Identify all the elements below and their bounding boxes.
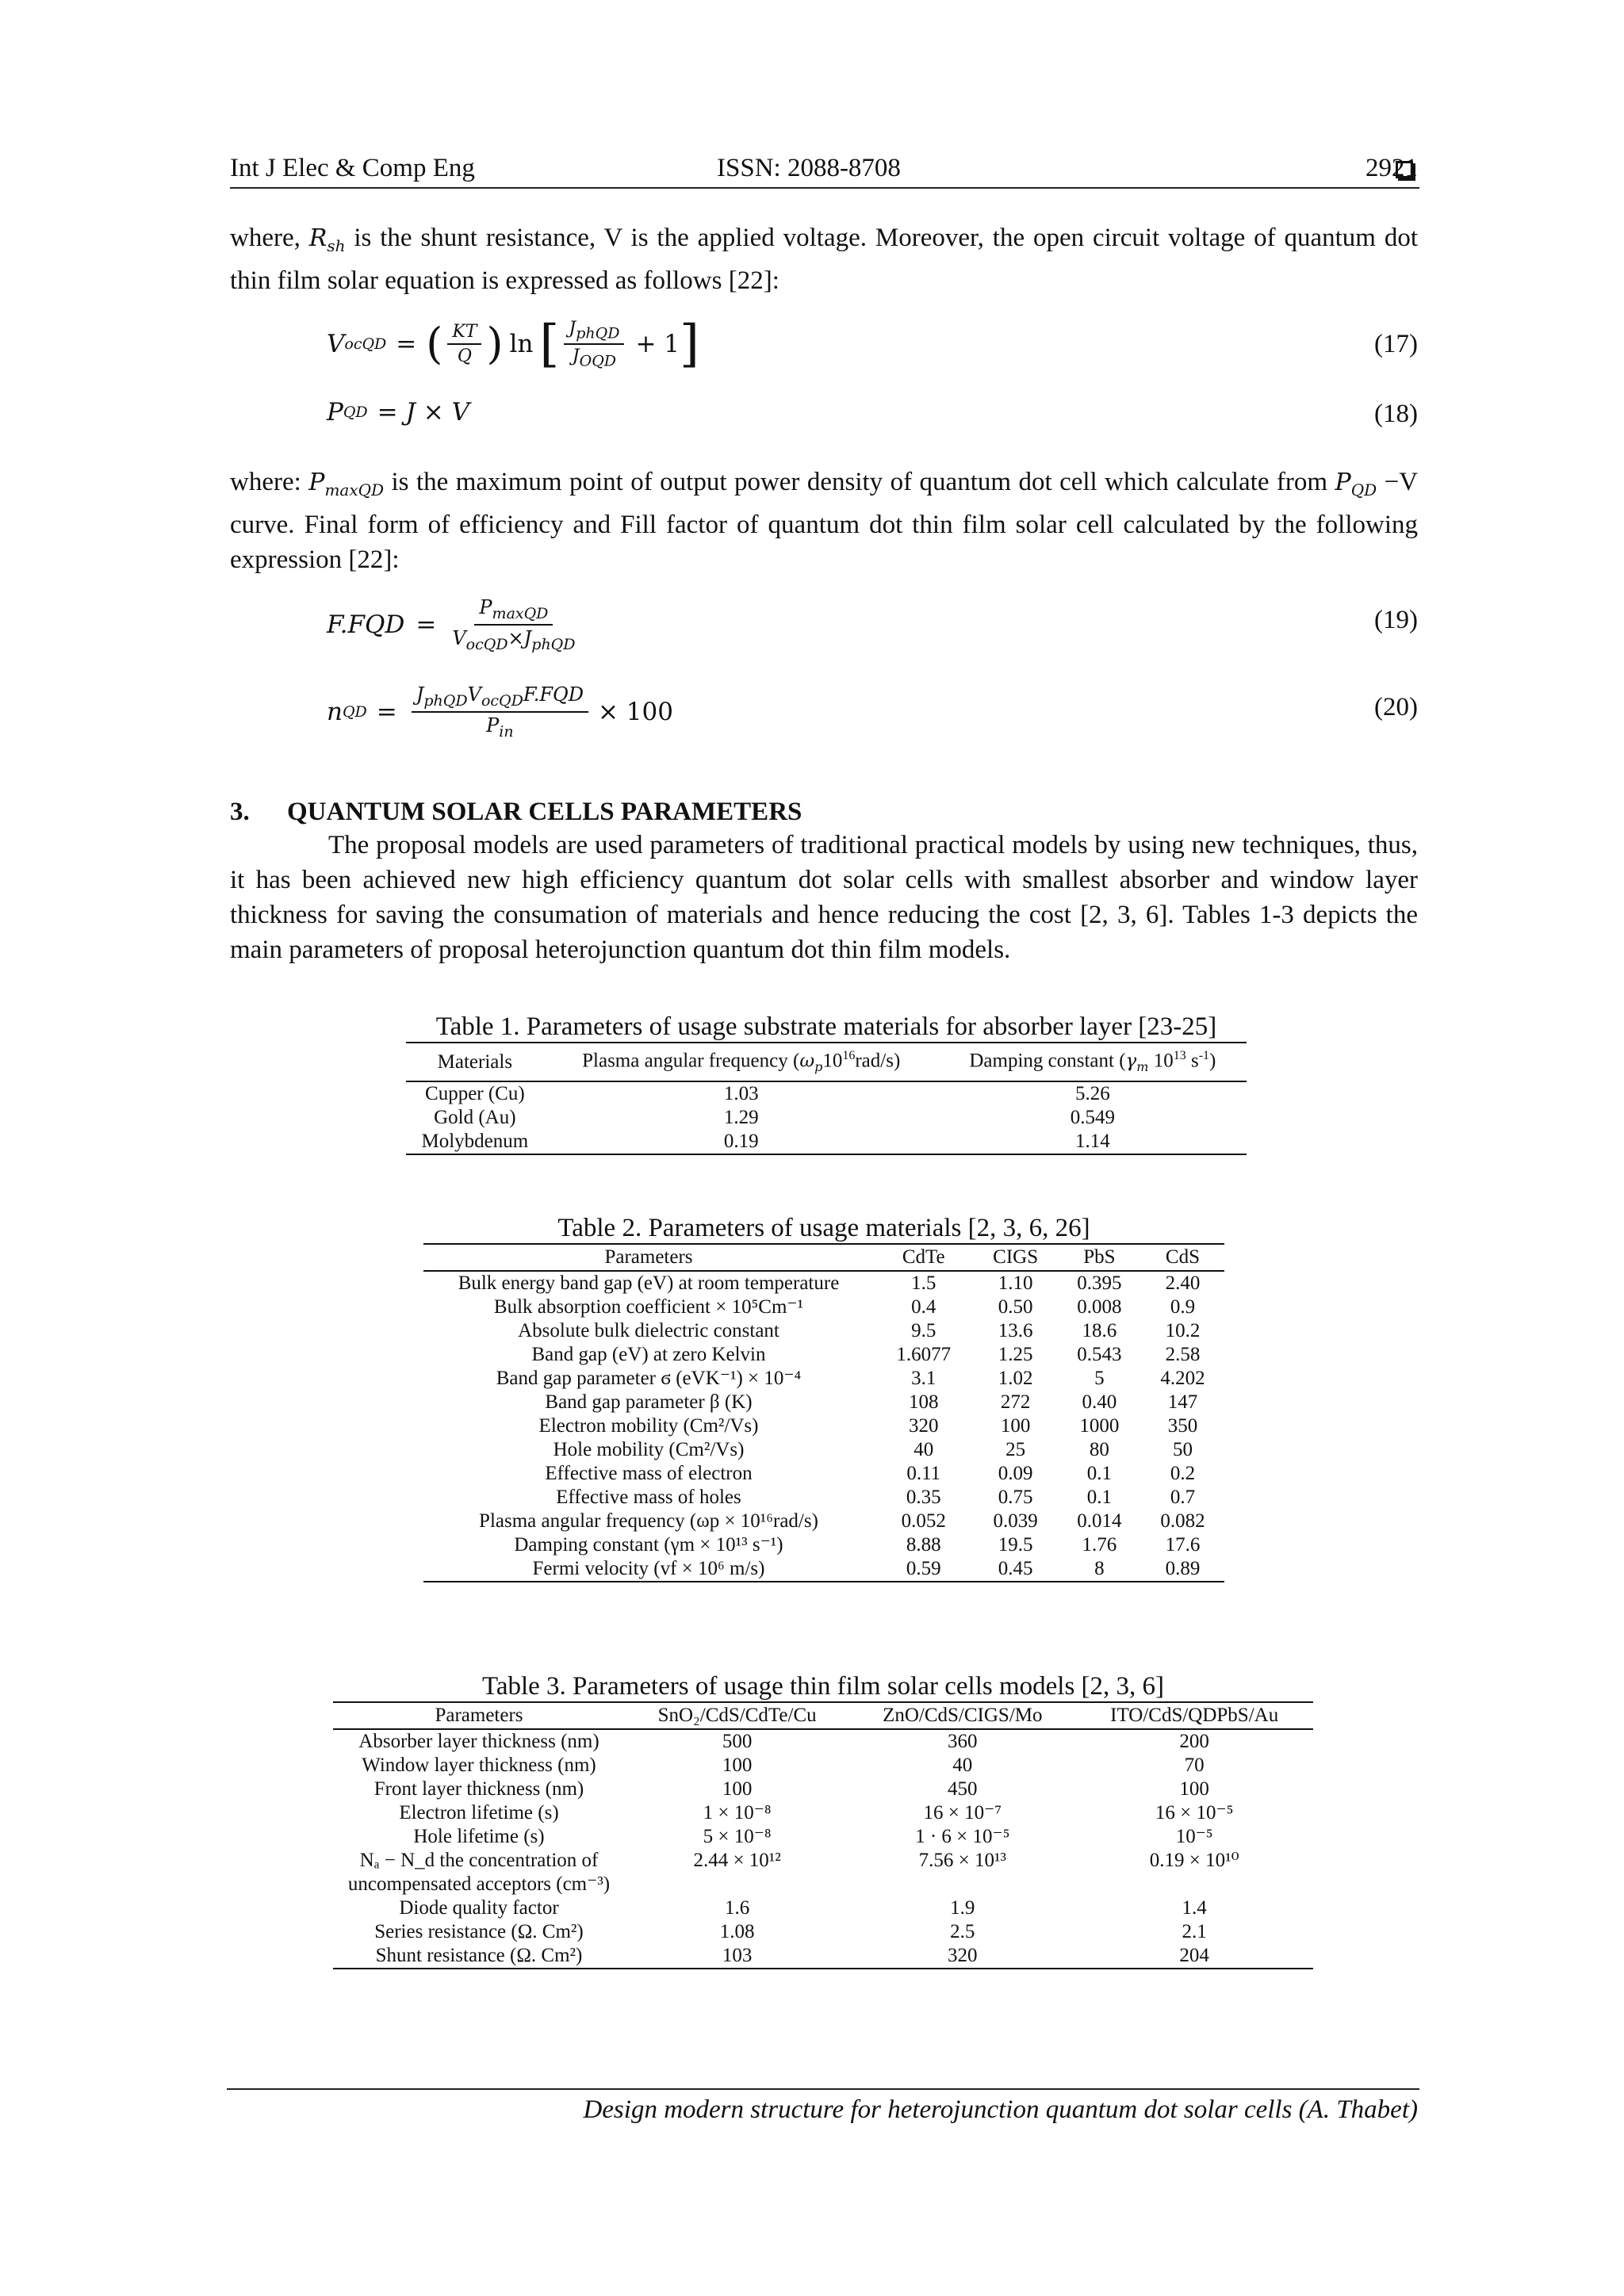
paragraph-2: where: $P_{maxQD}$ is the maximum point of output power density of quantum dot cell which calculate from $P_{QD} -V$ curve. Final form of efficiency and Fill factor of quantum dot thin film solar cell calculated by the following expression [22]: xyxy=(230,468,1419,574)
table-3-header: SnO₂/CdS/CdTe/Cu xyxy=(625,1702,849,1729)
table-1 xyxy=(406,1042,1247,1155)
table-2-header: PbS xyxy=(1058,1244,1141,1271)
intro-paragraph xyxy=(230,220,1418,298)
table-row: Damping constant (γm × 10¹³ s⁻¹) 8.88 19.5 1.76 17.6 xyxy=(514,1534,1201,1556)
table-3-caption: Table 3. Parameters of usage thin film solar cells models [2, 3, 6] xyxy=(481,1672,1165,1701)
table-row: uncompensated acceptors (cm⁻³) xyxy=(347,1873,611,1895)
table-row: Band gap parameter ϭ (eVK⁻¹) × 10⁻⁴ 3.1 1.02 5 4.202 xyxy=(496,1368,1205,1389)
table-3 xyxy=(333,1701,1313,1969)
header-rule xyxy=(230,187,1419,189)
table-2-caption: Table 2. Parameters of usage materials [2, 3, 6, 26] xyxy=(557,1214,1090,1242)
table-row: Absolute bulk dielectric constant 9.5 13.6 18.6 10.2 xyxy=(518,1320,1201,1341)
table-2-header: CdS xyxy=(1141,1244,1224,1271)
equation-18: P QD = J × V xyxy=(327,398,469,427)
table-2-header: CIGS xyxy=(974,1244,1058,1271)
table-3-header: Parameters xyxy=(333,1702,625,1729)
table-row: Cupper (Cu) 1.03 5.26 xyxy=(425,1083,1110,1105)
table-2-header: CdTe xyxy=(874,1244,974,1271)
table-row: Band gap (eV) at zero Kelvin 1.6077 1.25 0.543 2.58 xyxy=(531,1344,1201,1365)
table-row: Series resistance (Ω. Cm²) 1.08 2.5 2.1 xyxy=(374,1921,1207,1942)
table-row: Shunt resistance (Ω. Cm²) 103 320 204 xyxy=(333,1944,1313,1969)
running-footer: Design modern structure for heterojunction quantum dot solar cells (A. Thabet) xyxy=(583,2095,1418,2124)
equation-17-number: (17) xyxy=(1374,330,1418,358)
table-3-header: ITO/CdS/QDPbS/Au xyxy=(1075,1702,1313,1729)
table-1-header: Plasma angular frequency $(\omega_p10^{16}rad/s)$ xyxy=(544,1043,939,1081)
section-3-body: The proposal models are used parameters of traditional practical models by using new techniques, thus, it has been achieved new high efficiency quantum dot solar cells with smallest absorber and window layer thickness for saving the consumation of materials and hence reducing the cost [2, 3, 6]. Tables 1-3 depicts the main parameters of proposal heterojunction quantum dot thin film models. xyxy=(230,831,1418,964)
table-row: Absorber layer thickness (nm) 500 360 200 xyxy=(358,1731,1209,1752)
equation-19: F.FQD = $\frac{P_{maxQD}}{V_{ocQD}\times J_{phQD}}$ xyxy=(327,596,576,653)
where-label: where, xyxy=(230,224,301,252)
table-1-header: Damping constant ($\gamma_m$ $10^{13}$ $s^{-1}$) xyxy=(939,1043,1247,1081)
table-row: Electron lifetime (s) 1 × 10⁻⁸ 16 × 10⁻⁷ 16 × 10⁻⁵ xyxy=(399,1802,1234,1823)
equation-19-number: (19) xyxy=(1374,606,1418,634)
equation-20-number: (20) xyxy=(1374,693,1418,721)
table-row: Effective mass of holes 0.35 0.75 0.1 0.7 xyxy=(556,1487,1196,1508)
equation-18-number: (18) xyxy=(1374,400,1418,428)
table-row: Nₐ − N_d the concentration of 2.44 × 10¹² 7.56 × 10¹³ 0.19 × 10¹⁰ xyxy=(359,1850,1239,1871)
table-row: Bulk absorption coefficient × 10⁵Cm⁻¹ 0.4 0.50 0.008 0.9 xyxy=(493,1296,1196,1318)
table-row: Front layer thickness (nm) 100 450 100 xyxy=(373,1778,1209,1800)
table-row: Hole lifetime (s) 5 × 10⁻⁸ 1 · 6 × 10⁻⁵ 10⁻⁵ xyxy=(413,1826,1213,1847)
table-1-header: Materials xyxy=(406,1043,544,1081)
table-row: Molybdenum 0.19 1.14 xyxy=(406,1130,1247,1154)
table-row: Gold (Au) 1.29 0.549 xyxy=(434,1107,1115,1129)
table-row: Hole mobility (Cm²/Vs) 40 25 80 50 xyxy=(553,1439,1193,1460)
table-1-caption: Table 1. Parameters of usage substrate materials for absorber layer [23-25] xyxy=(435,1012,1217,1041)
intro-text: is the shunt resistance, V is the applied voltage. Moreover, the open circuit voltage of quantum dot thin film solar equation is expressed as follows [22]: xyxy=(230,224,1419,295)
table-row: Fermi velocity (vf × 10⁶ m/s) 0.59 0.45 8 0.89 xyxy=(423,1557,1224,1582)
rsh-symbol: $R_{sh}$ xyxy=(308,224,346,255)
table-row: Window layer thickness (nm) 100 40 70 xyxy=(362,1755,1205,1776)
table-row: Plasma angular frequency (ωp × 10¹⁶rad/s) 0.052 0.039 0.014 0.082 xyxy=(479,1510,1205,1532)
footer-rule xyxy=(227,2088,1419,2090)
table-row: Electron mobility (Cm²/Vs) 320 100 1000 350 xyxy=(538,1415,1198,1437)
table-2 xyxy=(423,1243,1224,1582)
table-row: Bulk energy band gap (eV) at room temperature 1.5 1.10 0.395 2.40 xyxy=(458,1272,1201,1294)
page-number: 2921 xyxy=(1365,154,1418,182)
table-2-header: Parameters xyxy=(423,1244,874,1271)
table-3-header: ZnO/CdS/CIGS/Mo xyxy=(849,1702,1075,1729)
equation-20: n QD = $\frac{J_{phQD}V_{ocQD}F.FQD}{P_{in}}$ × 100 xyxy=(327,683,673,740)
section-heading: 3. QUANTUM SOLAR CELLS PARAMETERS xyxy=(230,798,802,826)
table-row: Effective mass of electron 0.11 0.09 0.1 0.2 xyxy=(545,1463,1196,1484)
equation-17: V ocQD = ( $\frac{KT}{Q}$ ) ln [ $\frac{J_{phQD}}{J_{OQD}}$ + 1 ] xyxy=(327,315,699,374)
issn: ISSN: 2088-8708 xyxy=(717,154,901,182)
journal-name: Int J Elec & Comp Eng xyxy=(230,154,475,182)
table-row: Diode quality factor 1.6 1.9 1.4 xyxy=(399,1897,1207,1919)
table-row: Band gap parameter β (K) 108 272 0.40 147 xyxy=(545,1391,1198,1413)
